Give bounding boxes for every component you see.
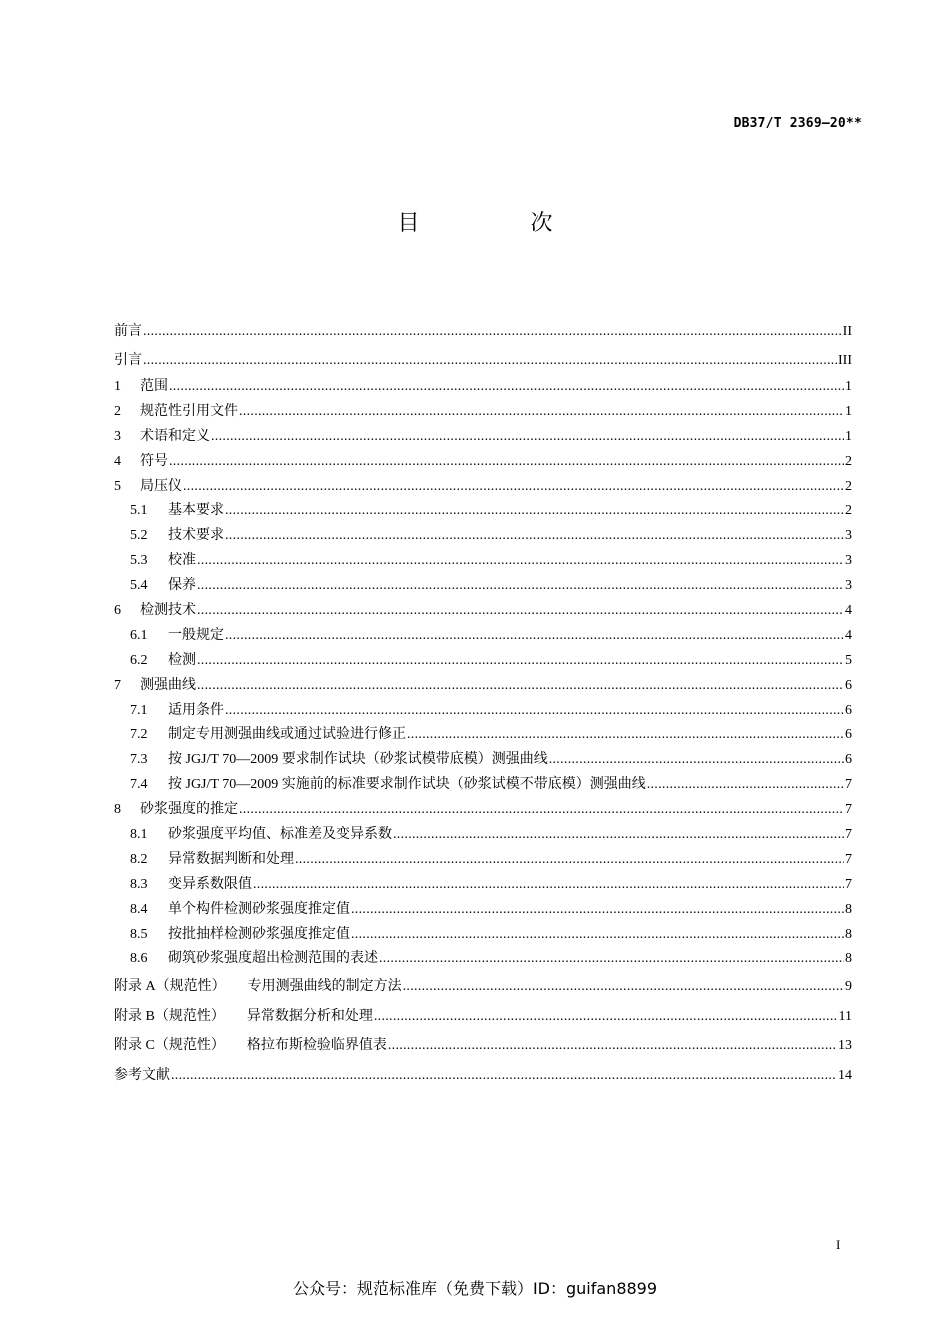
toc-entry-number: 5.2 — [130, 528, 148, 544]
toc-entry-introduction[interactable] — [114, 347, 852, 376]
toc-entry-8[interactable] — [114, 798, 852, 823]
toc-entry-8-2[interactable] — [114, 848, 852, 873]
toc-entry-number: 3 — [114, 428, 121, 444]
toc-entry-title: 一般规定 — [168, 627, 224, 643]
toc-entry-title: 局压仪 — [140, 478, 182, 494]
toc-leader-dots — [374, 1002, 838, 1032]
toc-entry-number: 5 — [114, 478, 121, 494]
toc-leader-dots — [169, 375, 844, 400]
toc-leader-dots — [239, 400, 844, 425]
toc-entry-page: 7 — [845, 827, 852, 843]
toc-entry-title: 范围 — [140, 379, 168, 394]
toc-entry-page: 6 — [845, 727, 852, 743]
toc-entry-title: 引言 — [114, 352, 142, 368]
toc-leader-dots — [403, 972, 844, 1002]
toc-entry-3[interactable] — [114, 425, 852, 450]
footer-watermark-text: 公众号：规范标准库（免费下载）ID：guifan8899 — [292, 1279, 658, 1298]
toc-entry-title: 格拉布斯检验临界值表 — [246, 1038, 387, 1054]
toc-entry-title: 检测技术 — [140, 603, 196, 619]
toc-entry-page: 11 — [838, 1008, 852, 1024]
toc-entry-title: 参考文献 — [114, 1067, 170, 1083]
toc-leader-dots — [143, 347, 837, 376]
toc-leader-dots — [647, 773, 844, 798]
toc-entry-title: 制定专用测强曲线或通过试验进行修正 — [168, 727, 406, 743]
toc-entry-number: 8 — [114, 802, 121, 818]
toc-entry-title: 异常数据分析和处理 — [246, 1008, 373, 1024]
toc-entry-title: 规范性引用文件 — [140, 403, 238, 419]
toc-entry-page: 3 — [845, 528, 852, 544]
toc-entry-5-1[interactable] — [114, 499, 852, 524]
toc-entry-page: 5 — [845, 652, 852, 668]
toc-leader-dots — [239, 798, 844, 823]
toc-leader-dots — [197, 599, 844, 624]
toc-leader-dots — [253, 873, 844, 898]
toc-entry-7-1[interactable] — [114, 699, 852, 724]
toc-entry-6-1[interactable] — [114, 624, 852, 649]
toc-entry-8-5[interactable] — [114, 923, 852, 948]
toc-entry-5-3[interactable] — [114, 549, 852, 574]
toc-entry-number: 8.4 — [130, 901, 148, 917]
toc-entry-title: 单个构件检测砂浆强度推定值 — [168, 901, 350, 917]
toc-entry-title: 专用测强曲线的制定方法 — [247, 979, 402, 995]
toc-entry-8-1[interactable] — [114, 823, 852, 848]
toc-entry-number: 5.3 — [130, 553, 148, 569]
toc-leader-dots — [169, 450, 844, 475]
toc-entry-number: 7.4 — [130, 777, 148, 793]
toc-entry-5-2[interactable] — [114, 524, 852, 549]
toc-entry-page: 2 — [845, 503, 852, 519]
toc-entry-4[interactable] — [114, 450, 852, 475]
toc-annex-label: 附录 B（规范性） — [114, 1008, 225, 1024]
toc-entry-8-4[interactable] — [114, 898, 852, 923]
toc-entry-page: 8 — [845, 951, 852, 967]
toc-entry-1[interactable] — [114, 375, 852, 400]
toc-entry-page: 8 — [845, 926, 852, 942]
toc-entry-page: 1 — [845, 379, 852, 394]
toc-leader-dots — [549, 748, 844, 773]
toc-entry-number: 7.2 — [130, 727, 148, 743]
page-number: I — [836, 1237, 841, 1252]
toc-entry-title: 校准 — [168, 553, 196, 569]
toc-leader-dots — [379, 947, 844, 972]
toc-entry-6-2[interactable] — [114, 649, 852, 674]
toc-leader-dots — [295, 848, 844, 873]
toc-leader-dots — [225, 699, 844, 724]
toc-entry-8-3[interactable] — [114, 873, 852, 898]
toc-entry-references[interactable] — [114, 1061, 852, 1091]
toc-entry-page: 8 — [845, 901, 852, 917]
toc-leader-dots — [197, 674, 844, 699]
toc-entry-number: 8.3 — [130, 876, 148, 892]
toc-entry-title: 基本要求 — [168, 503, 224, 519]
toc-annex-label: 附录 C（规范性） — [114, 1038, 225, 1054]
toc-entry-annex-2[interactable] — [114, 1031, 852, 1061]
toc-leader-dots — [197, 649, 844, 674]
toc-leader-dots — [211, 425, 844, 450]
toc-entry-7-4[interactable] — [114, 773, 852, 798]
toc-heading: 目 次 — [397, 211, 605, 236]
toc-entry-number: 6.2 — [130, 652, 148, 668]
toc-entry-7[interactable] — [114, 674, 852, 699]
toc-entry-title: 术语和定义 — [140, 428, 210, 444]
toc-entry-number: 2 — [114, 403, 121, 419]
toc-entry-page: 7 — [845, 802, 852, 818]
toc-leader-dots — [225, 524, 844, 549]
toc-entry-5-4[interactable] — [114, 574, 852, 599]
toc-entry-page: III — [838, 352, 852, 368]
toc-entry-page: 2 — [845, 453, 852, 469]
toc-entry-title: 砂浆强度的推定 — [140, 802, 238, 818]
toc-entry-page: 6 — [845, 702, 852, 718]
toc-entry-title: 保养 — [168, 578, 196, 594]
toc-leader-dots — [197, 549, 844, 574]
toc-entry-page: 7 — [845, 777, 852, 793]
toc-leader-dots — [197, 574, 844, 599]
toc-entry-7-2[interactable] — [114, 723, 852, 748]
toc-entry-2[interactable] — [114, 400, 852, 425]
toc-entry-title: 检测 — [168, 652, 196, 668]
toc-entry-page: 1 — [845, 403, 852, 419]
toc-entry-number: 6 — [114, 603, 121, 619]
toc-leader-dots — [225, 499, 844, 524]
toc-entry-6[interactable] — [114, 599, 852, 624]
toc-items — [114, 375, 852, 972]
toc-entry-page: 9 — [845, 979, 852, 995]
toc-leader-dots — [225, 624, 844, 649]
toc-entry-number: 1 — [114, 379, 121, 394]
toc-leader-dots — [388, 1031, 837, 1061]
toc-entry-title: 测强曲线 — [140, 677, 196, 693]
toc-entry-title: 适用条件 — [168, 702, 224, 718]
toc-entry-number: 6.1 — [130, 627, 148, 643]
toc-entry-number: 8.2 — [130, 851, 148, 867]
toc-leader-dots — [183, 475, 844, 500]
table-of-contents — [114, 318, 852, 1090]
toc-entry-page: 6 — [845, 677, 852, 693]
toc-annexes — [114, 972, 852, 1061]
toc-entry-page: 4 — [845, 603, 852, 619]
toc-entry-page: 4 — [845, 627, 852, 643]
toc-entry-7-3[interactable] — [114, 748, 852, 773]
toc-entry-number: 5.4 — [130, 578, 148, 594]
toc-entry-title: 变异系数限值 — [168, 876, 252, 892]
toc-entry-number: 7.1 — [130, 702, 148, 718]
toc-entry-page: II — [842, 324, 852, 339]
toc-leader-dots — [351, 898, 844, 923]
toc-entry-number: 5.1 — [130, 503, 148, 519]
toc-entry-page: 3 — [845, 553, 852, 569]
toc-entry-title: 按批抽样检测砂浆强度推定值 — [168, 926, 350, 942]
toc-entry-title: 符号 — [140, 453, 168, 469]
toc-leader-dots — [407, 723, 844, 748]
toc-entry-title: 异常数据判断和处理 — [168, 851, 294, 867]
toc-entry-8-6[interactable] — [114, 947, 852, 972]
toc-entry-page: 3 — [845, 578, 852, 594]
toc-entry-title: 砌筑砂浆强度超出检测范围的表述 — [168, 951, 378, 967]
toc-entry-page: 7 — [845, 876, 852, 892]
toc-entry-page: 7 — [845, 851, 852, 867]
toc-entry-5[interactable] — [114, 475, 852, 500]
toc-entry-page: 13 — [838, 1038, 852, 1054]
toc-entry-number: 4 — [114, 453, 121, 469]
toc-annex-label: 附录 A（规范性） — [114, 979, 226, 995]
toc-entry-page: 14 — [838, 1067, 852, 1083]
toc-leader-dots — [393, 823, 844, 848]
toc-entry-number: 7 — [114, 677, 121, 693]
toc-entry-title: 按 JGJ/T 70—2009 要求制作试块（砂浆试模带底模）测强曲线 — [168, 752, 548, 768]
toc-entry-annex-1[interactable] — [114, 1002, 852, 1032]
document-code: DB37/T 2369—20** — [733, 116, 862, 131]
toc-entry-annex-0[interactable] — [114, 972, 852, 1002]
toc-entry-number: 7.3 — [130, 752, 148, 768]
toc-leader-dots — [143, 318, 842, 347]
toc-entry-title: 技术要求 — [168, 528, 224, 544]
toc-entry-foreword[interactable] — [114, 318, 852, 347]
toc-leader-dots — [171, 1061, 837, 1091]
toc-entry-number: 8.5 — [130, 926, 148, 942]
toc-entry-title: 按 JGJ/T 70—2009 实施前的标准要求制作试块（砂浆试模不带底模）测强曲线 — [168, 777, 646, 793]
toc-entry-page: 2 — [845, 478, 852, 494]
toc-entry-title: 前言 — [114, 324, 142, 339]
toc-entry-page: 6 — [845, 752, 852, 768]
toc-entry-title: 砂浆强度平均值、标准差及变异系数 — [168, 827, 392, 843]
toc-entry-number: 8.6 — [130, 951, 148, 967]
toc-entry-page: 1 — [845, 428, 852, 444]
toc-leader-dots — [351, 923, 844, 948]
toc-entry-number: 8.1 — [130, 827, 148, 843]
